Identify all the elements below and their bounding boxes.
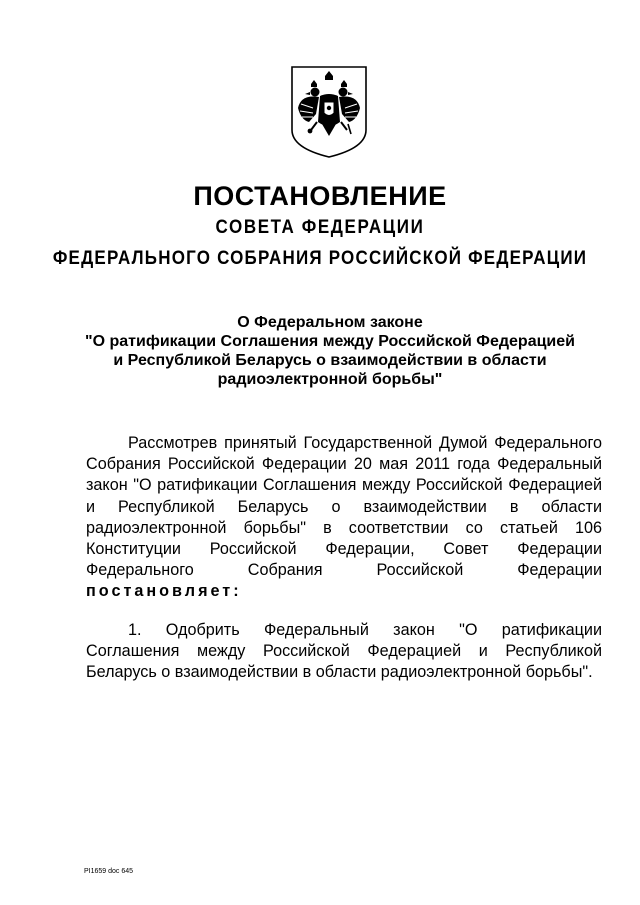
issuing-body-line-2: ФЕДЕРАЛЬНОГО СОБРАНИЯ РОССИЙСКОЙ ФЕДЕРАЦИИ bbox=[52, 246, 588, 269]
decree-word: постановляет: bbox=[86, 582, 242, 601]
paragraph-line: Собрания Российской Федерации 20 мая 2011 года Федеральный bbox=[86, 455, 602, 474]
paragraph-line: Конституции Российской Федерации, Совет Федерации bbox=[86, 540, 602, 559]
subject-line: "О ратификации Соглашения между Российской Федерацией bbox=[85, 333, 575, 350]
paragraph-line: Федерального Собрания Российской Федерации bbox=[86, 561, 602, 580]
paragraph-line: Рассмотрев принятый Государственной Думой Федерального bbox=[128, 434, 602, 452]
document-reference: РI1659 doc 645 bbox=[84, 868, 134, 875]
paragraph-line: 1. Одобрить Федеральный закон "О ратификации bbox=[128, 621, 602, 639]
issuing-body-line-1: СОВЕТА ФЕДЕРАЦИИ bbox=[215, 215, 425, 238]
preamble-paragraph bbox=[86, 433, 602, 603]
subject-line: и Республикой Беларусь о взаимодействии в области bbox=[113, 352, 547, 369]
subject-line: радиоэлектронной борьбы" bbox=[217, 371, 443, 388]
paragraph-line: Соглашения между Российской Федерацией и Республикой bbox=[86, 642, 602, 661]
resolution-paragraph bbox=[86, 620, 602, 684]
paragraph-line: закон "О ратификации Соглашения между Российской Федерацией bbox=[86, 476, 602, 495]
subject-line: О Федеральном законе bbox=[237, 314, 423, 331]
paragraph-line: Беларусь о взаимодействии в области радиоэлектронной борьбы". bbox=[86, 663, 593, 682]
coat-of-arms-emblem bbox=[289, 64, 369, 160]
paragraph-line: радиоэлектронной борьбы" в соответствии со статьей 106 bbox=[86, 518, 602, 537]
document-title: ПОСТАНОВЛЕНИЕ bbox=[193, 181, 447, 211]
paragraph-line: и Республикой Беларусь о взаимодействии в области bbox=[86, 497, 602, 516]
document-subject bbox=[60, 313, 600, 389]
double-headed-eagle-icon bbox=[289, 64, 369, 160]
